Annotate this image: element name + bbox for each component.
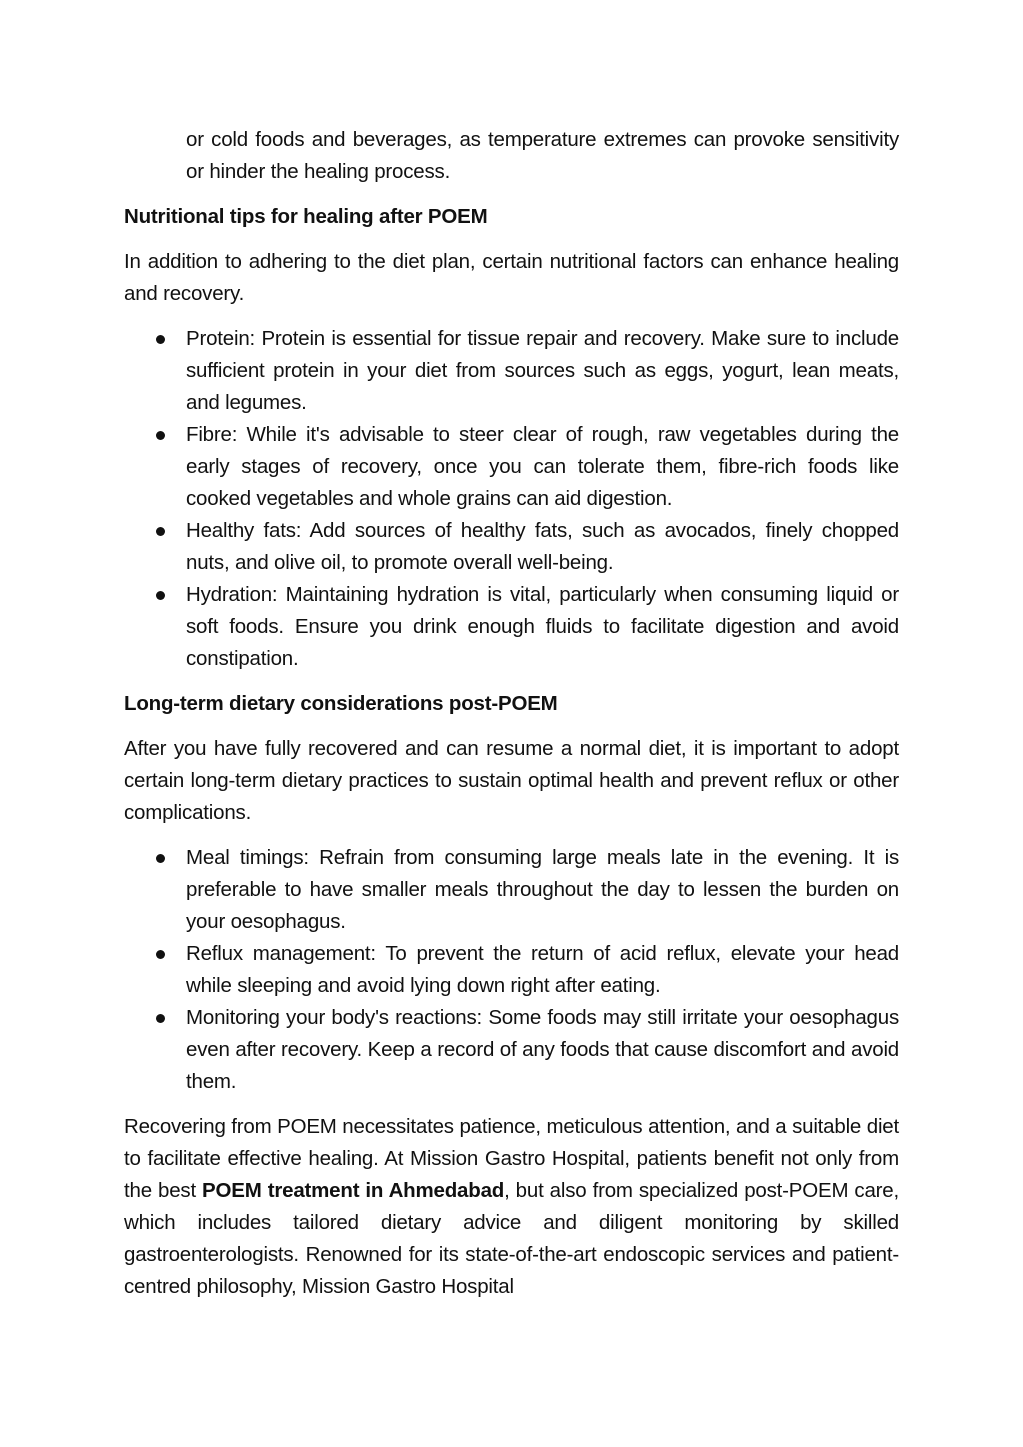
section-intro-nutritional-tips: In addition to adhering to the diet plan, certain nutritional factors can enhance healing and recovery. — [124, 250, 899, 305]
section-intro-long-term: After you have fully recovered and can resume a normal diet, it is important to adopt certain long-term dietary practices to sustain optimal health and prevent reflux or other complications. — [124, 737, 899, 824]
continuation-paragraph: or cold foods and beverages, as temperature extremes can provoke sensitivity or hinder the healing process. — [186, 128, 899, 183]
list-item — [124, 579, 899, 675]
poem-treatment-highlight: POEM treatment in Ahmedabad — [202, 1179, 505, 1202]
bullet-icon — [156, 854, 165, 863]
nutritional-tips-list — [124, 323, 899, 675]
bullet-icon — [156, 591, 165, 600]
list-item-text: Healthy fats: Add sources of healthy fats, such as avocados, finely chopped nuts, and olive oil, to promote overall well-being. — [186, 519, 899, 574]
list-item — [124, 842, 899, 938]
closing-text-start: Recovering from POEM necessitates patience, meticulous attention, and a suitable diet to facilitate effective healing. At Mission Gastro Hospital, patients benefit not only from the best — [124, 1115, 899, 1202]
closing-paragraph — [124, 1111, 899, 1303]
list-item — [124, 1002, 899, 1098]
list-item-text: Monitoring your body's reactions: Some foods may still irritate your oesophagus even after recovery. Keep a record of any foods that cause discomfort and avoid them. — [186, 1006, 899, 1093]
long-term-considerations-list — [124, 842, 899, 1098]
section-heading-long-term: Long-term dietary considerations post-POEM — [124, 692, 558, 715]
list-item-text: Fibre: While it's advisable to steer clear of rough, raw vegetables during the early stages of recovery, once you can tolerate them, fibre-rich foods like cooked vegetables and whole grains can aid digestion. — [186, 423, 899, 510]
bullet-icon — [156, 1014, 165, 1023]
list-item-text: Reflux management: To prevent the return of acid reflux, elevate your head while sleeping and avoid lying down right after eating. — [186, 942, 899, 997]
bullet-icon — [156, 527, 165, 536]
list-item — [124, 938, 899, 1002]
list-item — [124, 515, 899, 579]
list-item — [124, 419, 899, 515]
section-heading-nutritional-tips: Nutritional tips for healing after POEM — [124, 205, 488, 228]
list-item-text: Meal timings: Refrain from consuming large meals late in the evening. It is preferable to have smaller meals throughout the day to lessen the burden on your oesophagus. — [186, 846, 899, 933]
document-page — [124, 124, 899, 1316]
closing-text-end: , but also from specialized post-POEM care, which includes tailored dietary advice and diligent monitoring by skilled gastroenterologists. Renowned for its state-of-the-art endoscopic services and patient-centred philosophy, Mission Gastro Hospital — [124, 1179, 900, 1298]
bullet-icon — [156, 335, 165, 344]
list-item — [124, 323, 899, 419]
bullet-icon — [156, 950, 165, 959]
list-item-text: Protein: Protein is essential for tissue repair and recovery. Make sure to include sufficient protein in your diet from sources such as eggs, yogurt, lean meats, and legumes. — [186, 327, 899, 414]
bullet-icon — [156, 431, 165, 440]
list-item-text: Hydration: Maintaining hydration is vital, particularly when consuming liquid or soft foods. Ensure you drink enough fluids to facilitate digestion and avoid constipation. — [186, 583, 899, 670]
